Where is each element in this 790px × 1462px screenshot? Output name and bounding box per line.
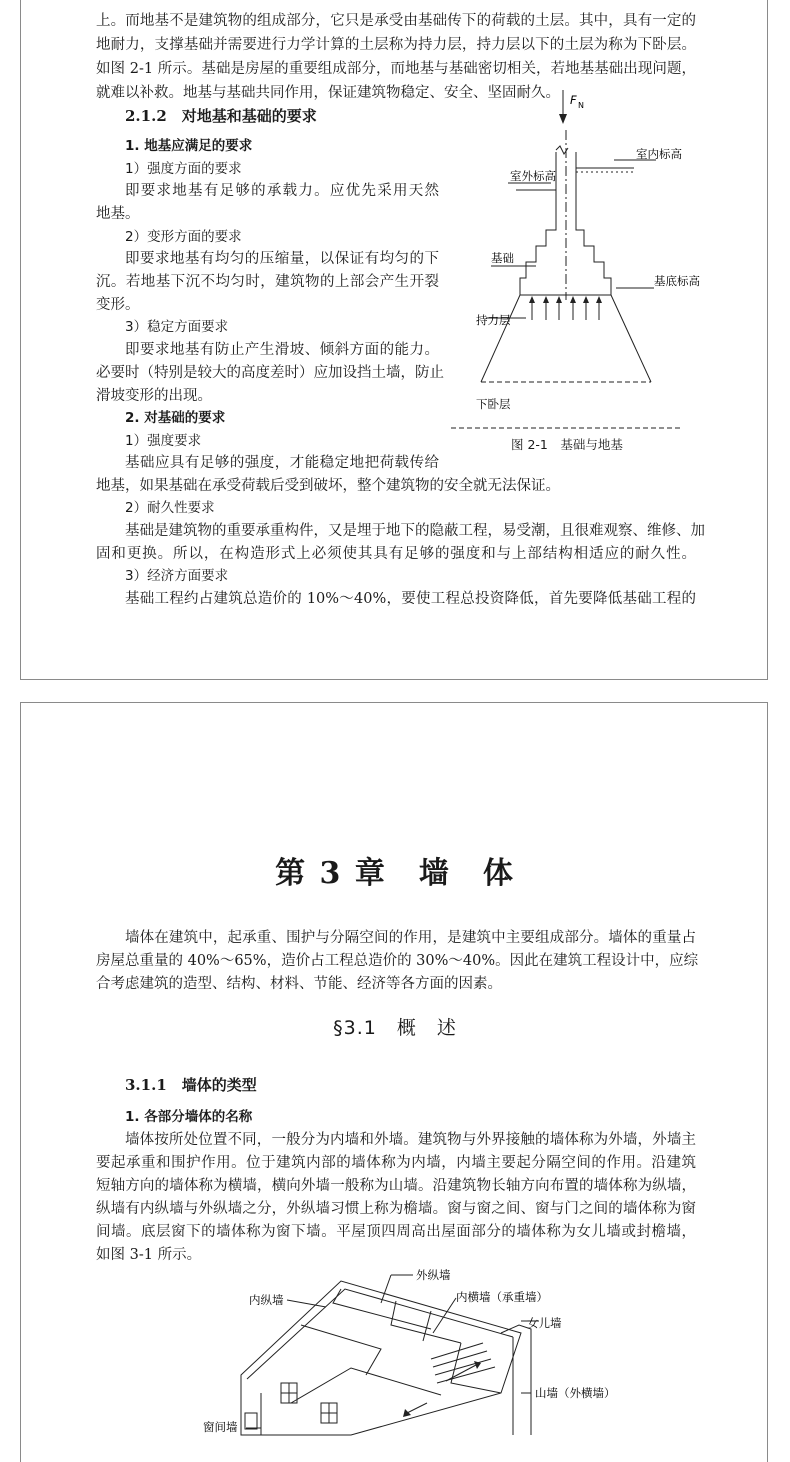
outdoor-level-label: 室外标高 bbox=[510, 169, 556, 183]
body-line: 如图 2-1 所示。基础是房屋的重要组成部分，而地基与基础密切相关，若地基基础出现问题， bbox=[96, 61, 696, 77]
item-heading: 1. 各部分墙体的名称 bbox=[125, 1109, 253, 1125]
page-lower bbox=[20, 702, 768, 1462]
foundation-diagram bbox=[446, 90, 700, 450]
body-line: 基础是建筑物的重要承重构件，又是埋于地下的隐蔽工程，易受潮，且很难观察、维修、加 bbox=[125, 523, 705, 539]
parapet-label: 女儿墙 bbox=[527, 1316, 562, 1330]
gable-wall-label: 山墙（外横墙） bbox=[535, 1386, 616, 1400]
indoor-level-label: 室内标高 bbox=[636, 147, 682, 161]
body-line: 要起承重和围护作用。位于建筑内部的墙体称为内墙，内墙主要起分隔空间的作用。沿建筑 bbox=[96, 1155, 696, 1171]
body-line: 必要时（特别是较大的高度差时）应加设挡土墙，防止 bbox=[96, 365, 444, 381]
body-line: 墙体按所处位置不同，一般分为内墙和外墙。建筑物与外界接触的墙体称为外墙，外墙主 bbox=[125, 1132, 696, 1148]
body-line: 变形。 bbox=[96, 297, 140, 313]
body-line: 如图 3-1 所示。 bbox=[96, 1247, 202, 1263]
inner-cross-wall-label: 内横墙（承重墙） bbox=[456, 1290, 548, 1304]
body-line: 地基，如果基础在承受荷载后受到破坏，整个建筑物的安全就无法保证。 bbox=[96, 478, 560, 494]
body-line: 房屋总重量的 40%～65%，造价占工程总造价的 30%～40%。因此在建筑工程设计中，应综 bbox=[96, 953, 699, 969]
subsection-heading: 3.1.1 墙体的类型 bbox=[125, 1076, 257, 1094]
page-upper bbox=[20, 0, 768, 680]
body-line: 地基。 bbox=[96, 206, 140, 222]
body-line: 即要求地基有足够的承载力。应优先采用天然 bbox=[125, 183, 439, 199]
section-heading: 2.1.2 对地基和基础的要求 bbox=[125, 107, 317, 125]
body-line: 间墙。底层窗下的墙体称为窗下墙。平屋顶四周高出屋面部分的墙体称为女儿墙或封檐墙， bbox=[96, 1224, 696, 1240]
body-line: 即要求地基有均匀的压缩量，以保证有均匀的下 bbox=[125, 251, 439, 267]
body-line: 即要求地基有防止产生滑坡、倾斜方面的能力。 bbox=[125, 342, 439, 358]
inner-long-wall-label: 内纵墙 bbox=[249, 1293, 284, 1307]
section-title: §3.1 概 述 bbox=[333, 1017, 457, 1039]
body-line: 沉。若地基下沉不均匀时，建筑物的上部会产生开裂 bbox=[96, 274, 439, 290]
body-line: 基础应具有足够的强度，才能稳定地把荷载传给 bbox=[125, 455, 439, 471]
body-line: 上。而地基不是建筑物的组成部分，它只是承受由基础传下的荷载的土层。其中，具有一定的 bbox=[96, 13, 696, 29]
body-line: 短轴方向的墙体称为横墙，横向外墙一般称为山墙。沿建筑物长轴方向布置的墙体称为纵墙， bbox=[96, 1178, 696, 1194]
force-subscript: N bbox=[578, 101, 584, 110]
body-line: 固和更换。所以，在构造形式上必须使其具有足够的强度和与上部结构相适应的耐久性。 bbox=[96, 546, 696, 562]
body-line: 滑坡变形的出现。 bbox=[96, 388, 212, 404]
outer-long-wall-label: 外纵墙 bbox=[416, 1268, 451, 1282]
body-line: 就难以补救。地基与基础共同作用，保证建筑物稳定、安全、坚固耐久。 bbox=[96, 85, 560, 101]
body-line: 纵墙有内纵墙与外纵墙之分，外纵墙习惯上称为檐墙。窗与窗之间、窗与门之间的墙体称为窗 bbox=[96, 1201, 696, 1217]
chapter-title: 第 3 章 墙 体 bbox=[275, 856, 515, 891]
subitem-heading: 1）强度方面的要求 bbox=[125, 161, 242, 177]
item-heading: 1. 地基应满足的要求 bbox=[125, 138, 253, 154]
body-line: 合考虑建筑的造型、结构、材料、节能、经济等各方面的因素。 bbox=[96, 976, 502, 992]
between-window-wall-label: 窗间墙 bbox=[203, 1420, 238, 1434]
subitem-heading: 1）强度要求 bbox=[125, 433, 202, 449]
subitem-heading: 2）耐久性要求 bbox=[125, 500, 215, 516]
wall-types-diagram bbox=[201, 1263, 641, 1435]
body-line: 墙体在建筑中，起承重、围护与分隔空间的作用，是建筑中主要组成部分。墙体的重量占 bbox=[125, 930, 696, 946]
subitem-heading: 2）变形方面的要求 bbox=[125, 229, 242, 245]
body-line: 地耐力，支撑基础并需要进行力学计算的土层称为持力层，持力层以下的土层为称为下卧层。 bbox=[96, 37, 696, 53]
body-line: 基础工程约占建筑总造价的 10%～40%，要使工程总投资降低，首先要降低基础工程的 bbox=[125, 591, 696, 607]
force-label: F bbox=[570, 93, 577, 107]
lower-layer-label: 下卧层 bbox=[476, 397, 511, 411]
item-heading: 2. 对基础的要求 bbox=[125, 410, 226, 426]
subitem-heading: 3）稳定方面要求 bbox=[125, 319, 229, 335]
foundation-label: 基础 bbox=[491, 251, 514, 265]
subitem-heading: 3）经济方面要求 bbox=[125, 568, 229, 584]
base-level-label: 基底标高 bbox=[654, 274, 700, 288]
bearing-layer-label: 持力层 bbox=[476, 313, 511, 327]
figure-caption: 图 2-1 基础与地基 bbox=[511, 437, 623, 452]
